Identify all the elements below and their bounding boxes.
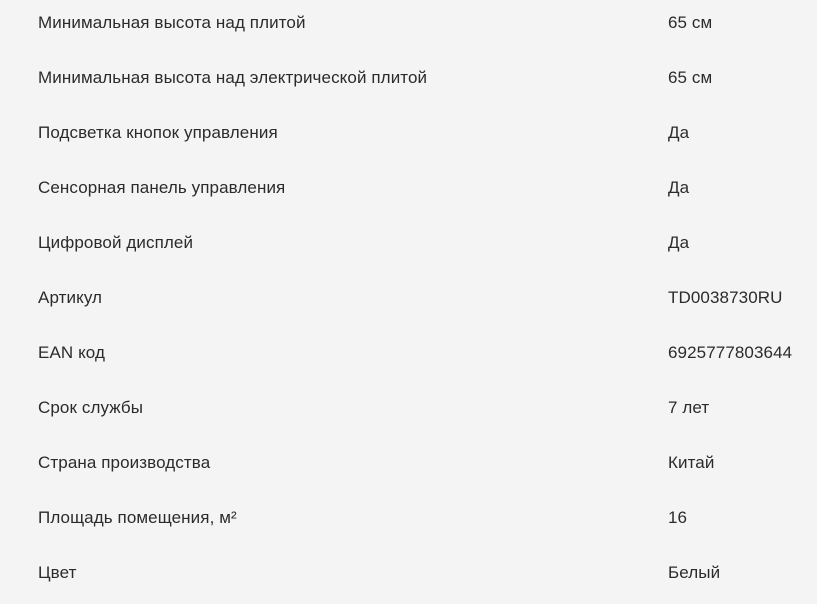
spec-label: Площадь помещения, м² [38, 507, 237, 527]
spec-row-color [0, 545, 817, 600]
spec-label: Артикул [38, 287, 103, 307]
spec-label: Минимальная высота над электрической плитой [38, 67, 428, 87]
spec-row-country-of-origin [0, 435, 817, 490]
spec-value: 6925777803644 [668, 342, 793, 362]
spec-row-digital-display [0, 215, 817, 270]
spec-value: 16 [668, 507, 688, 527]
spec-row-article-number [0, 270, 817, 325]
spec-value: TD0038730RU [668, 287, 783, 307]
spec-value: Да [668, 177, 690, 197]
spec-row-min-height-above-stove [0, 0, 817, 50]
spec-value: 65 см [668, 67, 713, 87]
spec-label: Цвет [38, 562, 77, 582]
spec-label: Срок службы [38, 397, 144, 417]
spec-value: Да [668, 122, 690, 142]
spec-label: Сенсорная панель управления [38, 177, 286, 197]
spec-row-min-height-above-electric-stove [0, 50, 817, 105]
spec-value: 7 лет [668, 397, 710, 417]
spec-label: Минимальная высота над плитой [38, 12, 306, 32]
spec-label: EAN код [38, 342, 106, 362]
spec-label: Цифровой дисплей [38, 232, 194, 252]
spec-value: Да [668, 232, 690, 252]
spec-value: Китай [668, 452, 715, 472]
spec-label: Страна производства [38, 452, 211, 472]
spec-value: 65 см [668, 12, 713, 32]
spec-row-service-life [0, 380, 817, 435]
spec-row-touch-panel [0, 160, 817, 215]
spec-row-button-backlight [0, 105, 817, 160]
spec-row-room-area [0, 490, 817, 545]
spec-value: Белый [668, 562, 721, 582]
spec-row-ean-code [0, 325, 817, 380]
spec-label: Подсветка кнопок управления [38, 122, 278, 142]
